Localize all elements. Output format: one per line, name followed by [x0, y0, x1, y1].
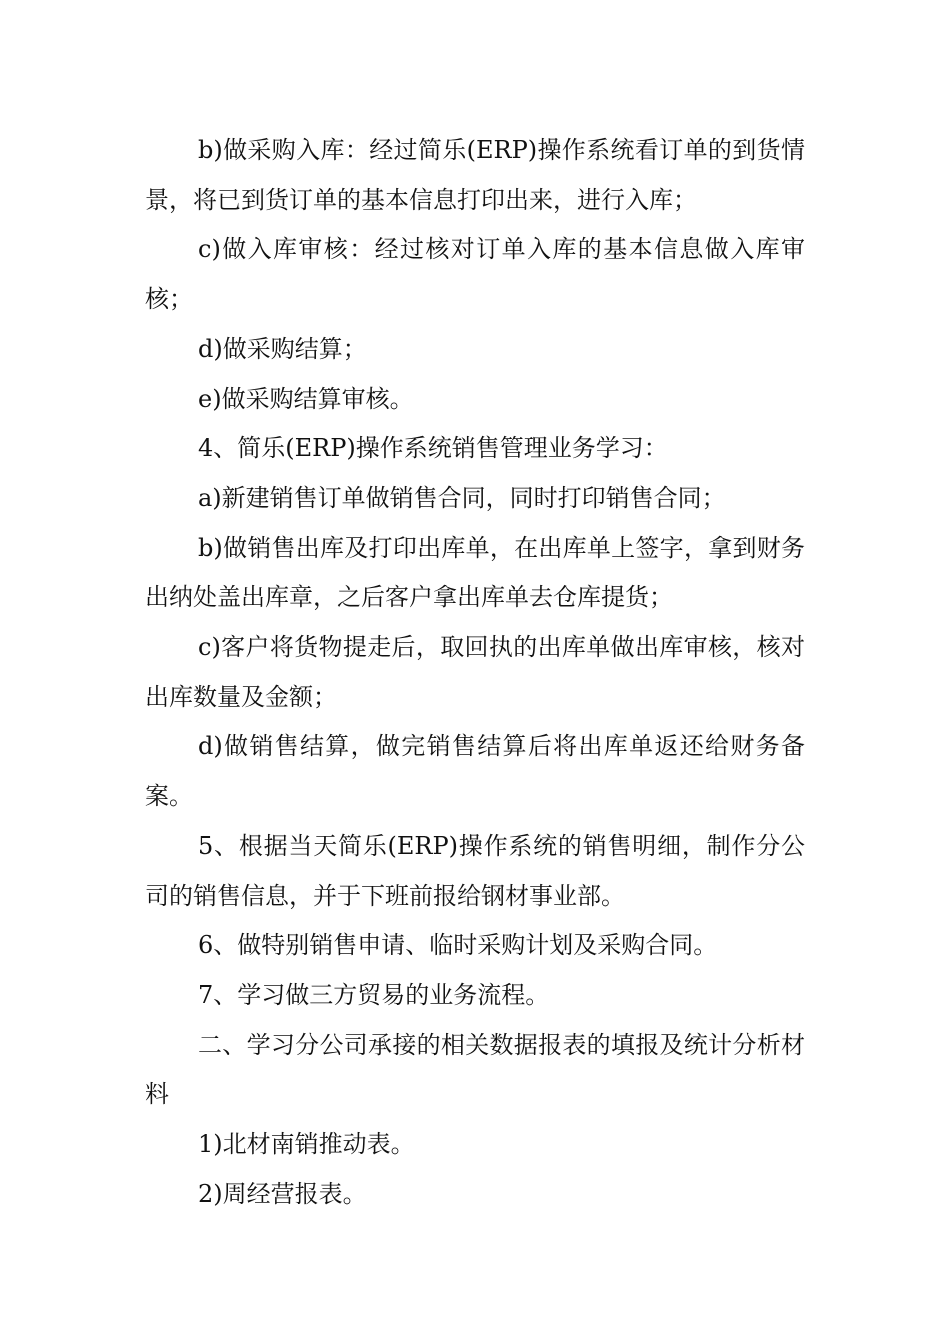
paragraph-daily-sales-info: 5、根据当天简乐(ERP)操作系统的销售明细，制作分公司的销售信息，并于下班前报给钢材事业部。	[145, 831, 805, 910]
paragraph-inbound-review: c)做入库审核：经过核对订单入库的基本信息做入库审核；	[145, 235, 805, 314]
paragraph-tripartite-trade: 7、学习做三方贸易的业务流程。	[198, 980, 550, 1009]
paragraph-report-item-1: 1)北材南销推动表。	[198, 1130, 415, 1159]
paragraph-purchase-settlement: d)做采购结算；	[198, 334, 367, 363]
paragraph-special-sales: 6、做特别销售申请、临时采购计划及采购合同。	[198, 931, 718, 960]
paragraph-sales-order: a)新建销售订单做销售合同，同时打印销售合同；	[198, 483, 726, 512]
document-body	[145, 126, 805, 1219]
paragraph-report-item-2: 2)周经营报表。	[198, 1179, 367, 1208]
paragraph-sales-outbound: b)做销售出库及打印出库单，在出库单上签字，拿到财务出纳处盖出库章，之后客户拿出库单去仓库提货；	[145, 533, 805, 612]
paragraph-purchase-inbound: b)做采购入库：经过简乐(ERP)操作系统看订单的到货情景，将已到货订单的基本信息打印出来，进行入库；	[145, 136, 805, 214]
paragraph-section-two-heading: 二、学习分公司承接的相关数据报表的填报及统计分析材料	[145, 1030, 805, 1109]
paragraph-sales-settlement: d)做销售结算，做完销售结算后将出库单返还给财务备案。	[145, 732, 805, 811]
paragraph-settlement-review: e)做采购结算审核。	[198, 384, 414, 413]
paragraph-outbound-review: c)客户将货物提走后，取回执的出库单做出库审核，核对出库数量及金额；	[145, 633, 805, 711]
paragraph-sales-heading: 4、简乐(ERP)操作系统销售管理业务学习：	[198, 434, 668, 463]
